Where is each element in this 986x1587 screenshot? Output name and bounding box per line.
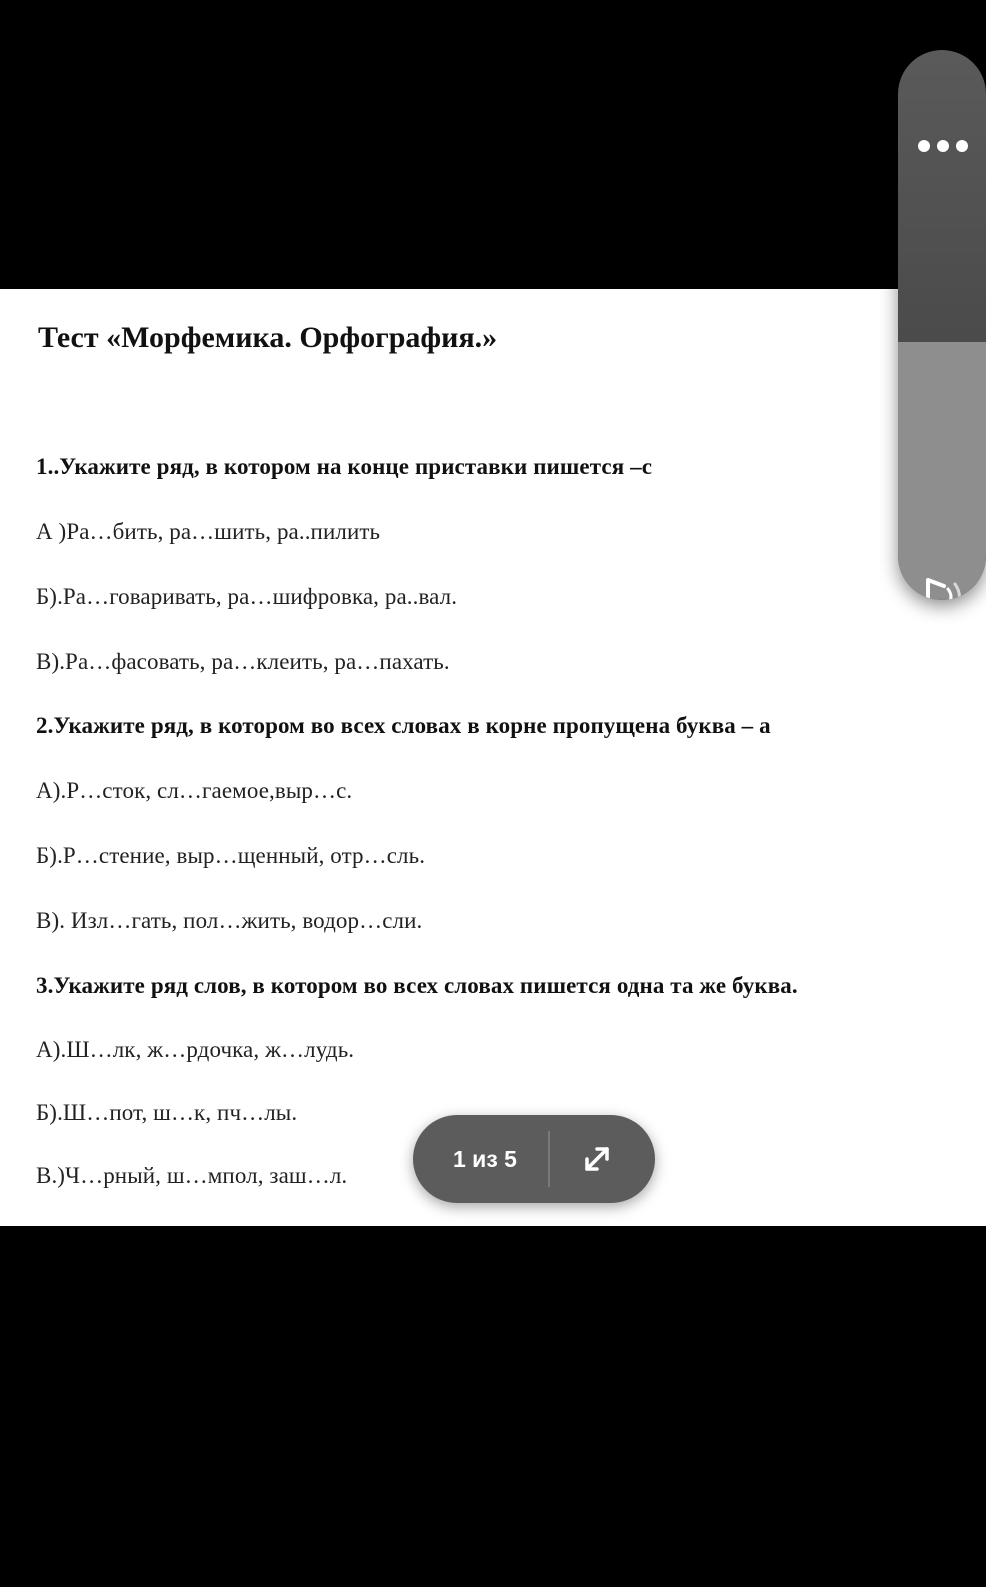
question-3-option-a: А).Ш…лк, ж…рдочка, ж…лудь. (36, 1037, 355, 1062)
question-3-option-b: Б).Ш…пот, ш…к, пч…лы. (36, 1100, 298, 1125)
question-1-option-c: В).Ра…фасовать, ра…клеить, ра…пахать. (36, 649, 450, 674)
pill-divider (548, 1131, 550, 1187)
question-2-option-c: В). Изл…гать, пол…жить, водор…сли. (36, 908, 423, 933)
document-page (0, 289, 986, 1226)
page-counter: 1 из 5 (453, 1146, 517, 1172)
question-2-option-a: А).Р…сток, сл…гаемое,выр…с. (36, 778, 353, 803)
page-indicator-pill (413, 1115, 655, 1203)
document-title: Тест «Морфемика. Орфография.» (38, 321, 498, 354)
more-dots-icon[interactable] (918, 140, 968, 152)
music-note-icon[interactable] (914, 572, 970, 600)
side-control-panel (898, 50, 986, 600)
question-2-option-b: Б).Р…стение, выр…щенный, отр…сль. (36, 843, 426, 868)
question-3-option-c: В.)Ч…рный, ш…мпол, заш…л. (36, 1163, 348, 1188)
question-1-option-a: А )Ра…бить, ра…шить, ра..пилить (36, 519, 381, 544)
question-1: 1..Укажите ряд, в котором на конце приставки пишется –с (36, 454, 653, 479)
question-3: 3.Укажите ряд слов, в котором во всех словах пишется одна та же буква. (36, 973, 798, 998)
side-panel-lower (898, 342, 986, 600)
question-1-option-b: Б).Ра…говаривать, ра…шифровка, ра..вал. (36, 584, 458, 609)
question-2: 2.Укажите ряд, в котором во всех словах в корне пропущена буква – а (36, 713, 771, 738)
expand-arrows-icon[interactable] (579, 1141, 615, 1177)
